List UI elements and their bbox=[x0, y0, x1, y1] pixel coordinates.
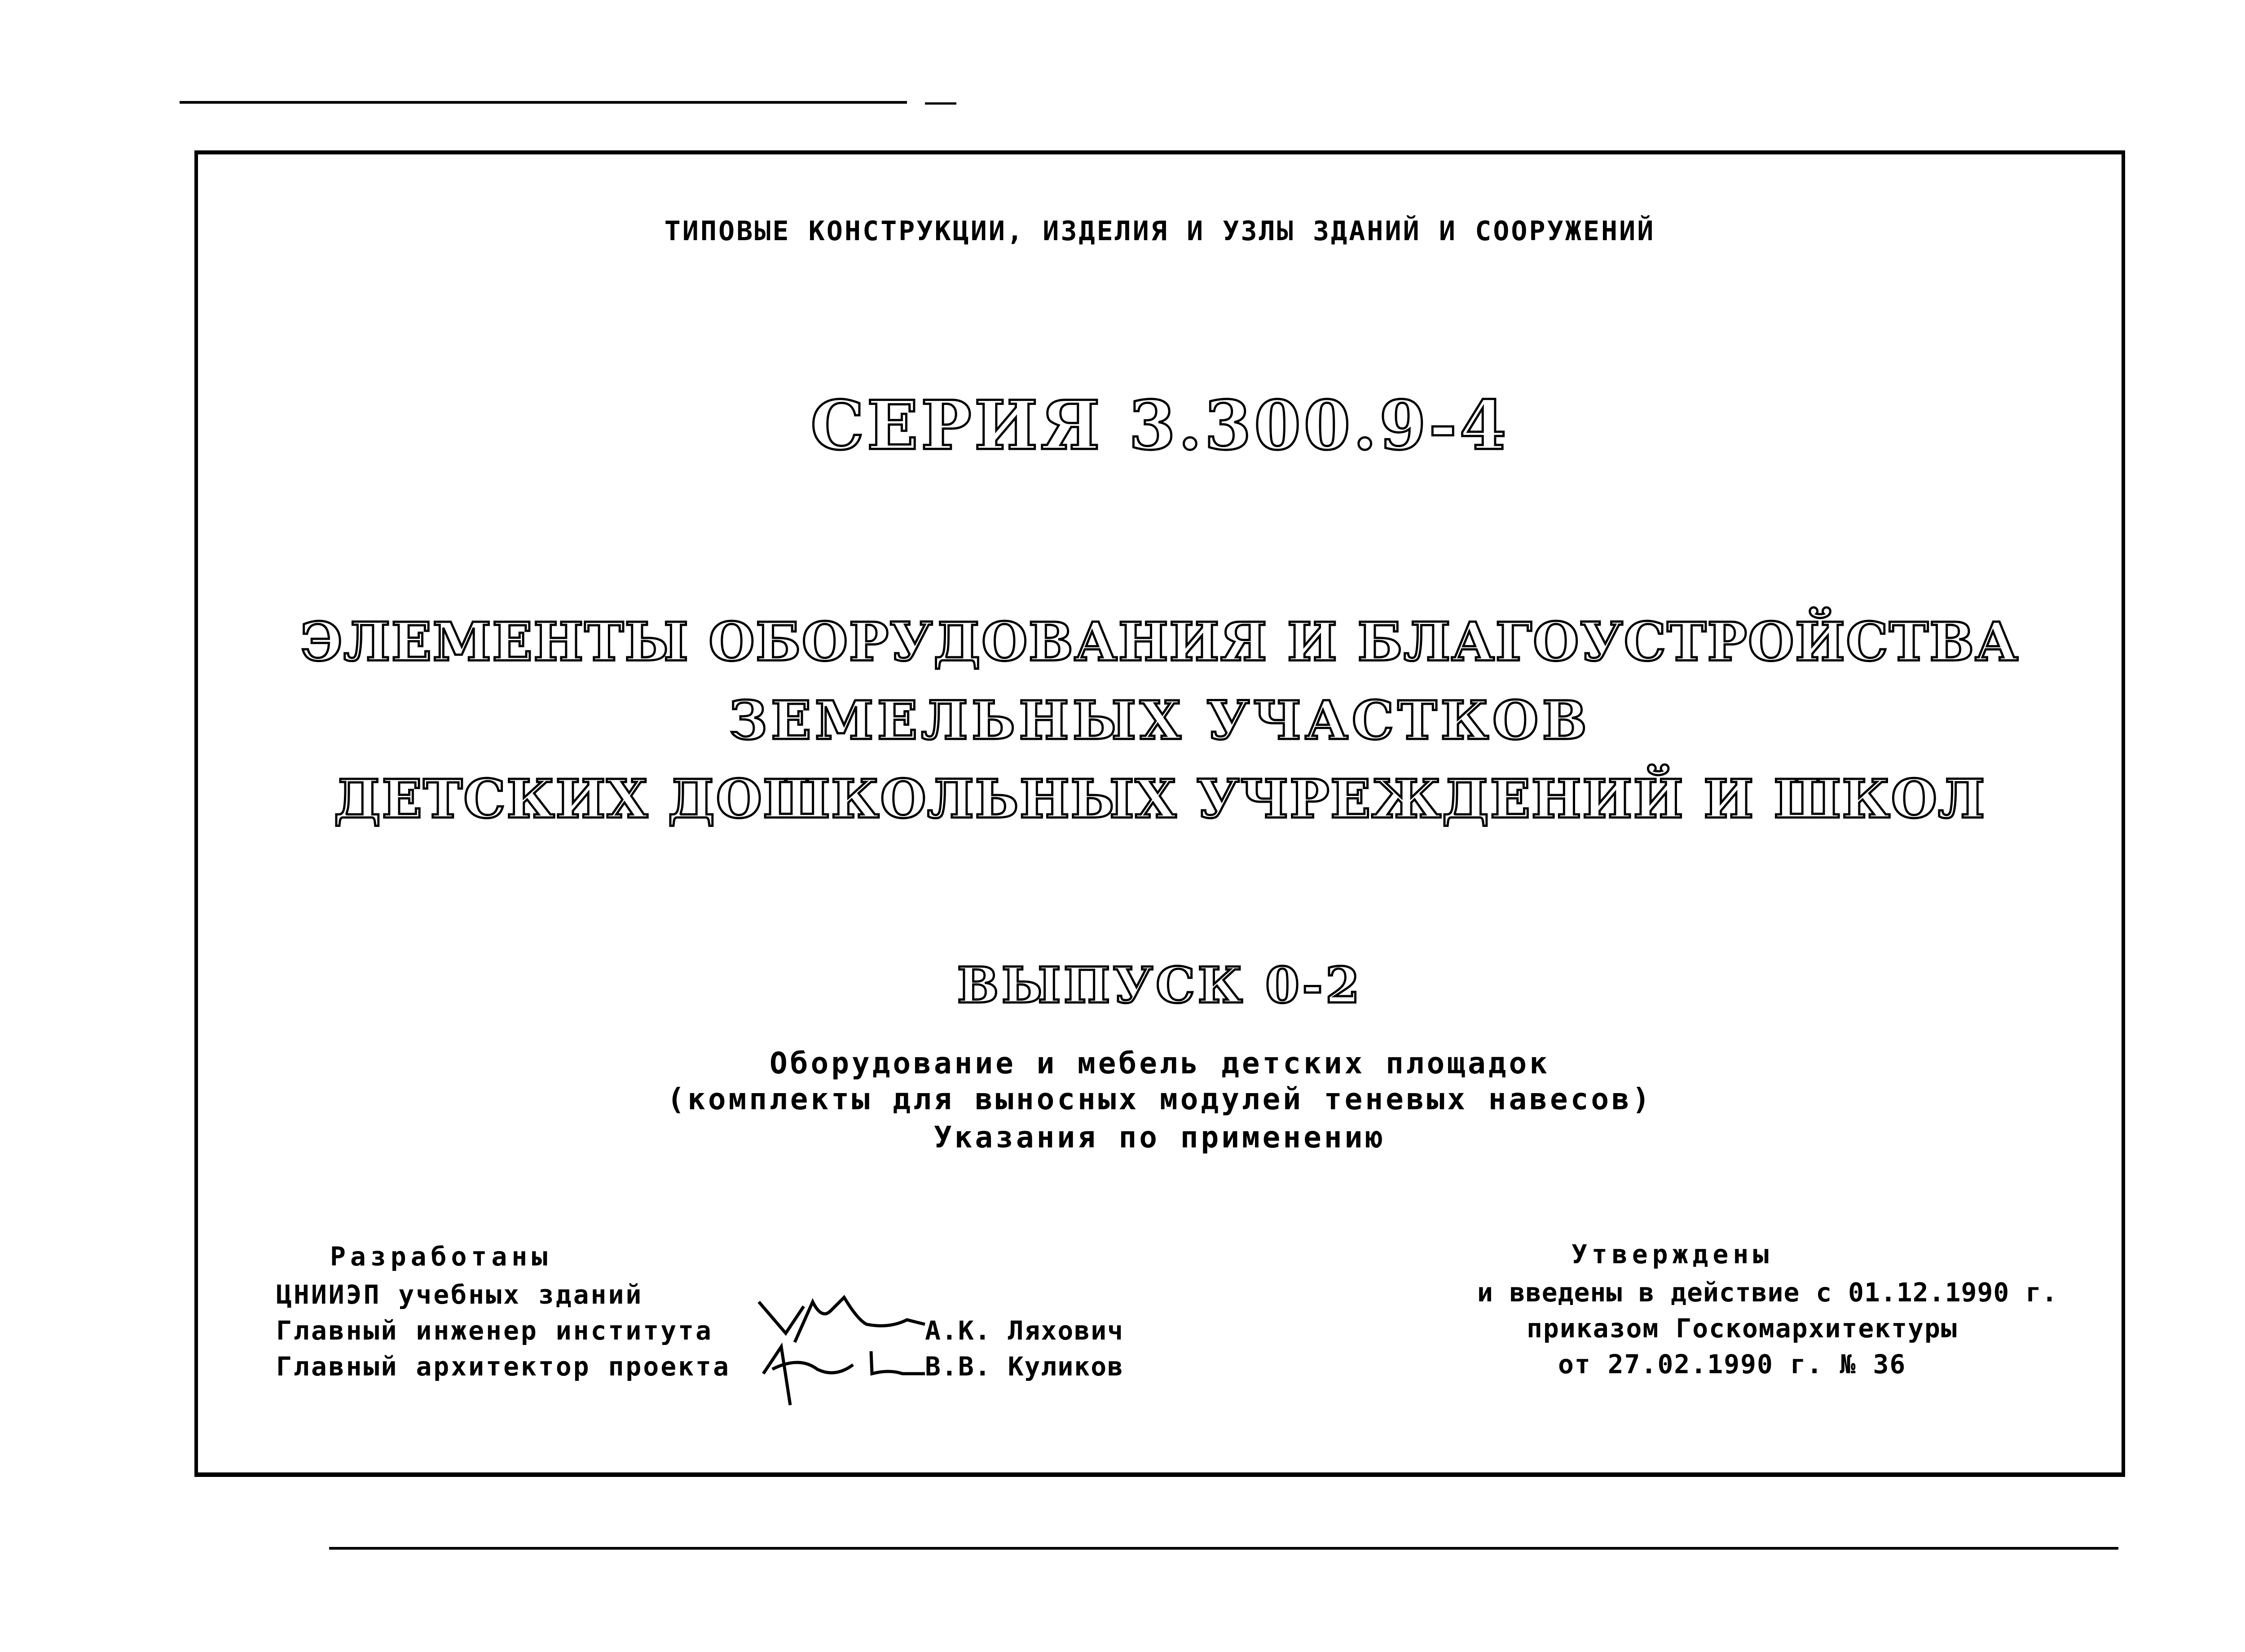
top-rule-dash bbox=[925, 102, 956, 105]
signature-architect bbox=[754, 1338, 929, 1410]
title-line-3: ДЕТСКИХ ДОШКОЛЬНЫХ УЧРЕЖДЕНИЙ И ШКОЛ bbox=[334, 768, 1986, 830]
title-line-1: ЭЛЕМЕНТЫ ОБОРУДОВАНИЯ И БЛАГОУСТРОЙСТВА bbox=[300, 611, 2019, 673]
approved-line-2: приказом Госкомархитектуры bbox=[1527, 1313, 1958, 1344]
approved-line-3: от 27.02.1990 г. № 36 bbox=[1558, 1349, 1906, 1380]
approved-heading: Утверждены bbox=[1572, 1239, 1774, 1270]
chief-architect-name: В.В. Куликов bbox=[925, 1351, 1124, 1382]
developed-org: ЦНИИЭП учебных зданий bbox=[276, 1279, 643, 1310]
subtitle-line-2: (комплекты для выносных модулей теневых навесов) bbox=[667, 1082, 1653, 1116]
top-rule bbox=[180, 101, 907, 104]
chief-engineer-label: Главный инженер института bbox=[276, 1315, 713, 1346]
subtitle-line-3: Указания по применению bbox=[933, 1120, 1386, 1155]
header-text: ТИПОВЫЕ КОНСТРУКЦИИ, ИЗДЕЛИЯ И УЗЛЫ ЗДАНИЙ И СООРУЖЕНИЙ bbox=[664, 215, 1655, 247]
issue-number: ВЫПУСК 0-2 bbox=[957, 956, 1363, 1014]
developed-heading: Разработаны bbox=[330, 1241, 552, 1272]
bottom-rule bbox=[329, 1547, 2118, 1550]
chief-architect-label: Главный архитектор проекта bbox=[276, 1351, 731, 1382]
series-number: СЕРИЯ 3.300.9-4 bbox=[810, 386, 1509, 465]
title-line-2: ЗЕМЕЛЬНЫХ УЧАСТКОВ bbox=[729, 689, 1591, 751]
chief-engineer-name: А.К. Ляхович bbox=[925, 1315, 1124, 1346]
approved-line-1: и введены в действие с 01.12.1990 г. bbox=[1477, 1277, 2058, 1308]
subtitle-line-1: Оборудование и мебель детских площадок bbox=[770, 1046, 1550, 1081]
